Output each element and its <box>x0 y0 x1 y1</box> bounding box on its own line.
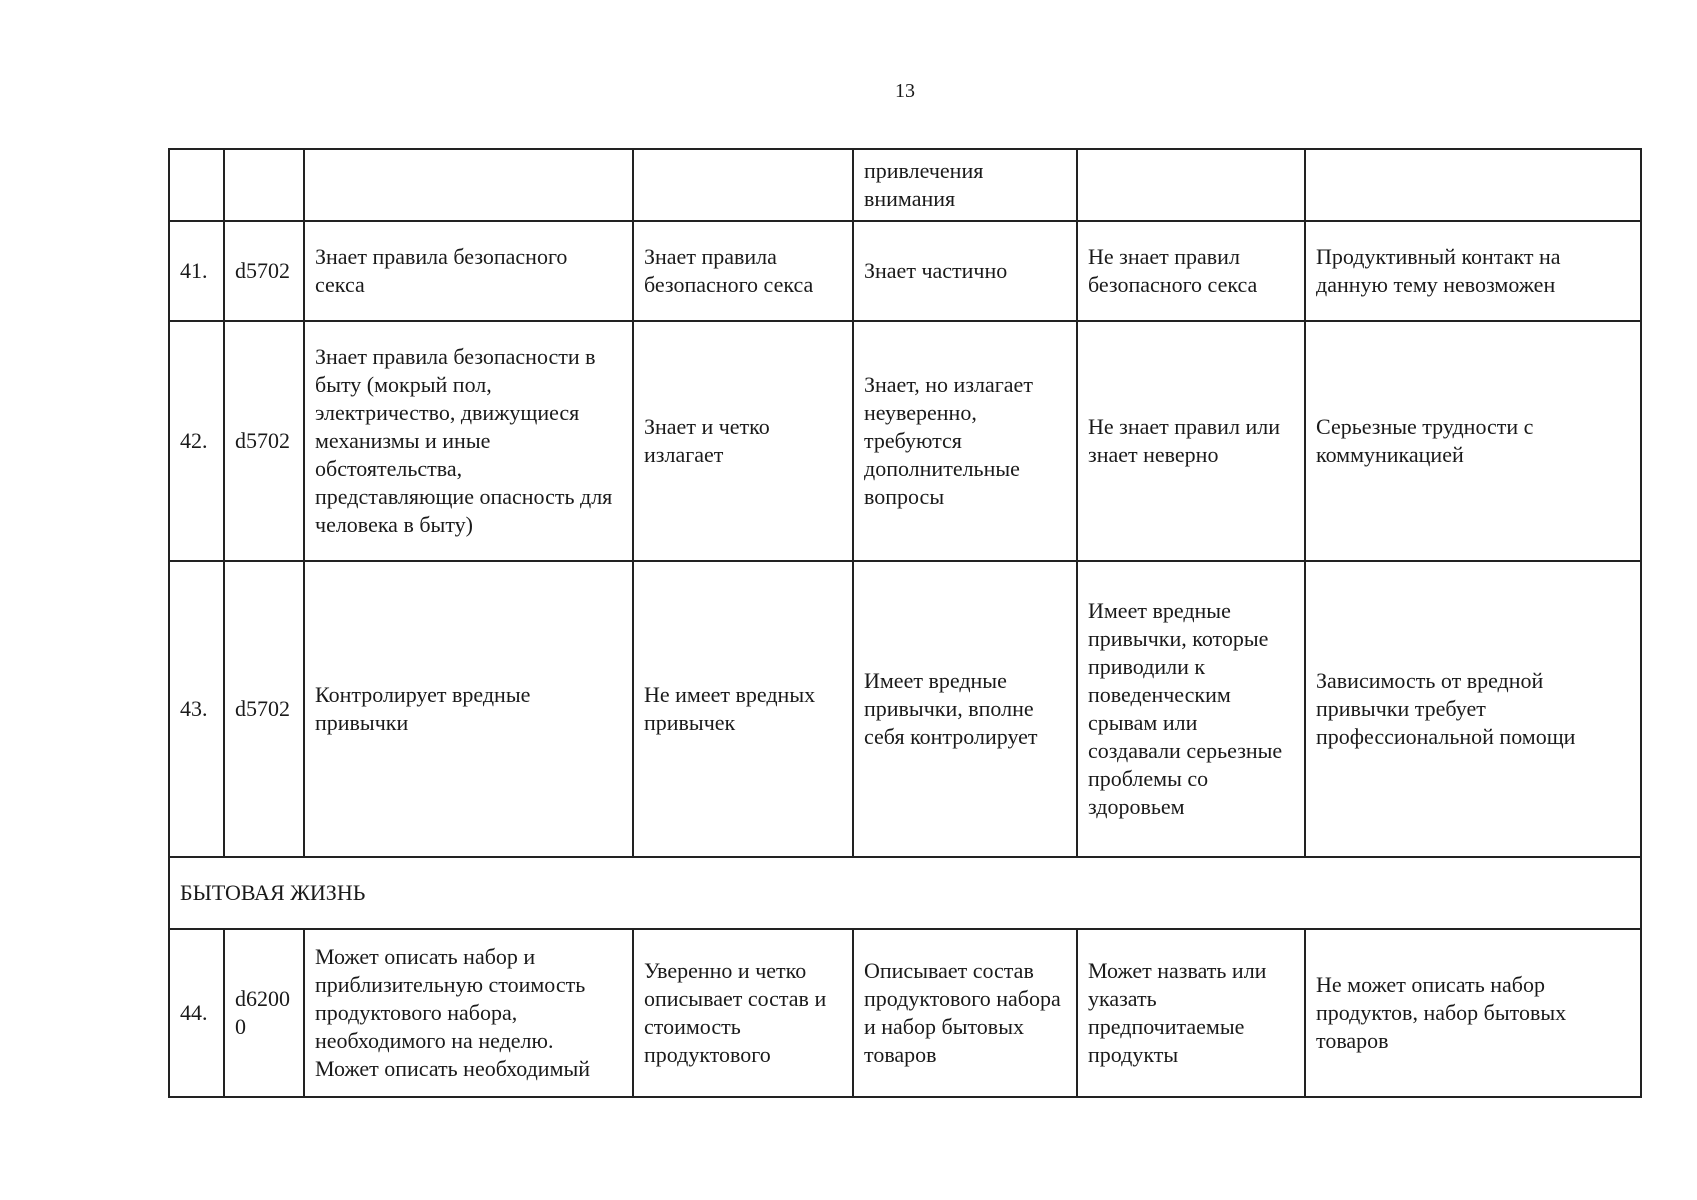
row-criterion: Знает правила безопасности в быту (мокрый пол, электричество, движущиеся механизмы и иные обстоятельства, представляющие опасность для человека в быту) <box>304 321 633 561</box>
row-code: d5702 <box>224 321 304 561</box>
row-level-4: Не может описать набор продуктов, набор бытовых товаров <box>1305 929 1641 1097</box>
row-number: 42. <box>169 321 224 561</box>
table-row <box>169 149 1641 221</box>
row-level-1: Знает правила безопасного секса <box>633 221 853 321</box>
table-row <box>169 221 1641 321</box>
row-level-1: Не имеет вредных привычек <box>633 561 853 857</box>
section-row <box>169 857 1641 929</box>
row-level-3: Не знает правил безопасного секса <box>1077 221 1305 321</box>
row-criterion: Знает правила безопасного секса <box>304 221 633 321</box>
row-number: 41. <box>169 221 224 321</box>
page-number: 13 <box>895 80 915 102</box>
row-level-4: Продуктивный контакт на данную тему невозможен <box>1305 221 1641 321</box>
row-level-4: Серьезные трудности с коммуникацией <box>1305 321 1641 561</box>
row-code: d5702 <box>224 221 304 321</box>
assessment-table <box>168 148 1642 1098</box>
row-level-3: Не знает правил или знает неверно <box>1077 321 1305 561</box>
row-level-2: Описывает состав продуктового набора и набор бытовых товаров <box>853 929 1077 1097</box>
row-level-2: Знает, но излагает неуверенно, требуются дополнительные вопросы <box>853 321 1077 561</box>
row-number: 43. <box>169 561 224 857</box>
section-title: БЫТОВАЯ ЖИЗНЬ <box>169 857 1641 929</box>
row-code: d5702 <box>224 561 304 857</box>
row-code: d62000 <box>224 929 304 1097</box>
row-level-3: Может назвать или указать предпочитаемые продукты <box>1077 929 1305 1097</box>
row-code <box>224 149 304 221</box>
table-row <box>169 561 1641 857</box>
row-level-1 <box>633 149 853 221</box>
row-level-1: Уверенно и четко описывает состав и стоимость продуктового <box>633 929 853 1097</box>
row-criterion: Может описать набор и приблизительную стоимость продуктового набора, необходимого на неделю. Может описать необходимый <box>304 929 633 1097</box>
row-criterion <box>304 149 633 221</box>
table-row <box>169 929 1641 1097</box>
row-level-4: Зависимость от вредной привычки требует профессиональной помощи <box>1305 561 1641 857</box>
row-level-3: Имеет вредные привычки, которые приводили к поведенческим срывам или создавали серьезные проблемы со здоровьем <box>1077 561 1305 857</box>
row-level-2: Имеет вредные привычки, вполне себя контролирует <box>853 561 1077 857</box>
row-number <box>169 149 224 221</box>
row-criterion: Контролирует вредные привычки <box>304 561 633 857</box>
table-row <box>169 321 1641 561</box>
row-level-3 <box>1077 149 1305 221</box>
row-level-2: привлечения внимания <box>853 149 1077 221</box>
row-number: 44. <box>169 929 224 1097</box>
row-level-1: Знает и четко излагает <box>633 321 853 561</box>
row-level-4 <box>1305 149 1641 221</box>
row-level-2: Знает частично <box>853 221 1077 321</box>
